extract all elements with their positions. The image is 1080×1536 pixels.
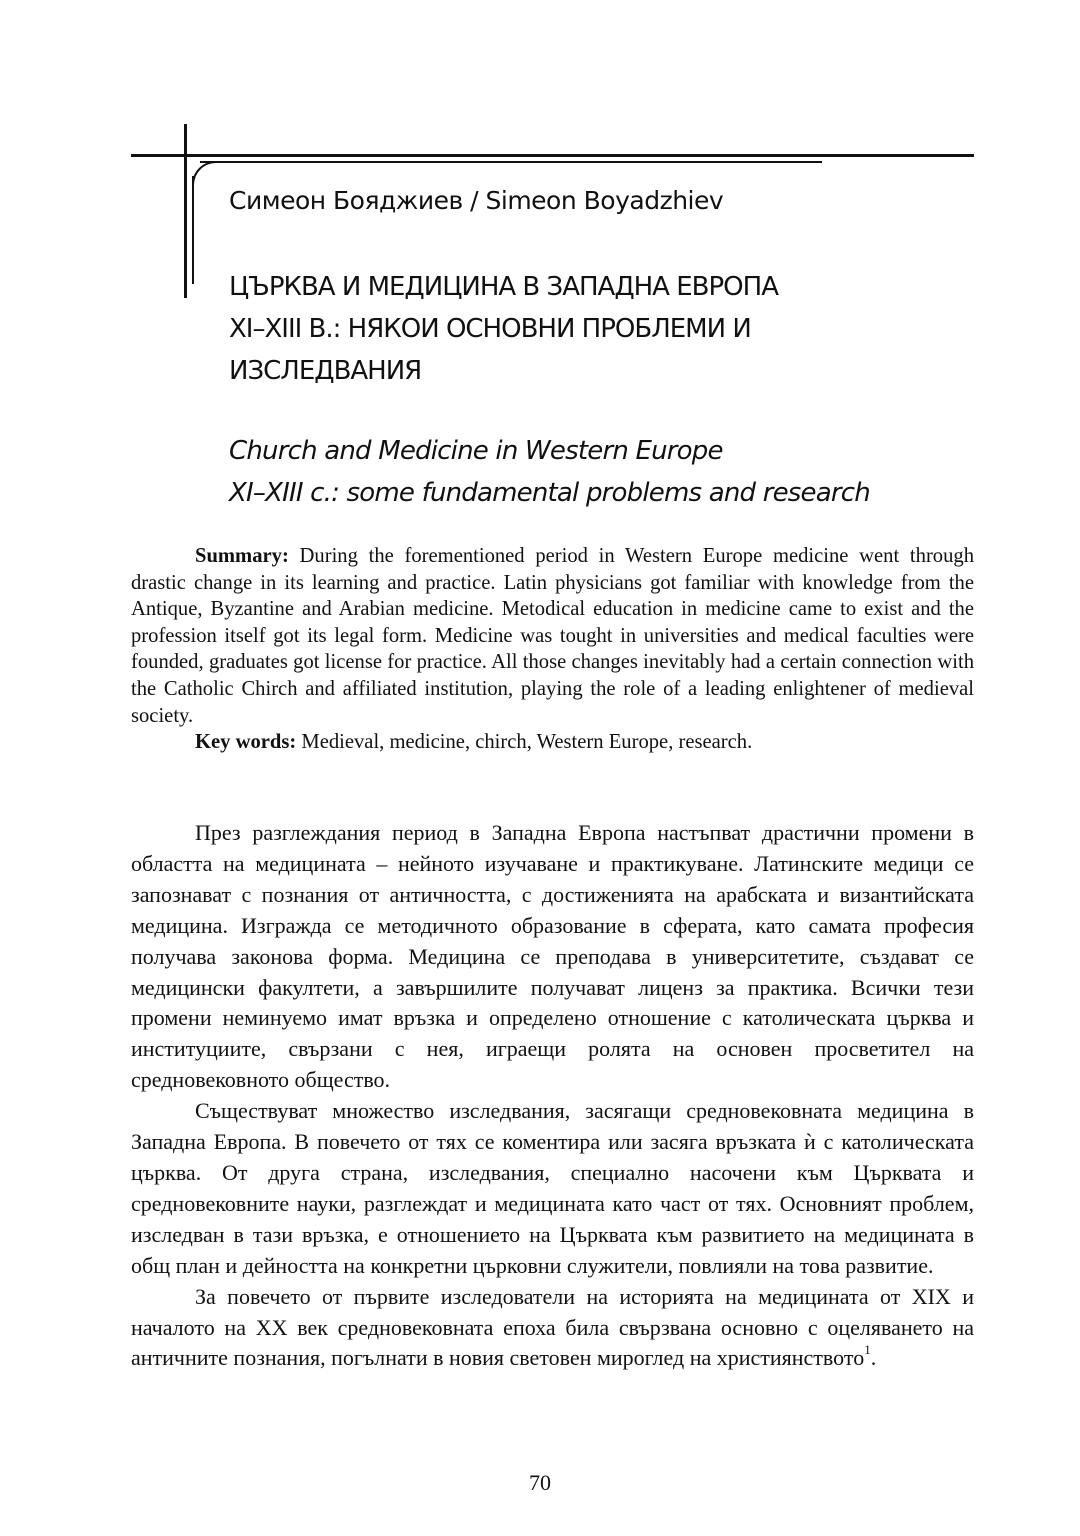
header-rule-vertical-inner (192, 176, 194, 284)
page-number: 70 (529, 1470, 551, 1495)
keywords-label: Key words: (195, 731, 297, 754)
header-rule-inner (200, 161, 822, 163)
body-paragraph-1: През разглеждания период в Западна Европа настъпват драстични промени в областта на медицината – нейното изучаване и практикуване. Латинските медици се запознават с познания от античността, с достиженията на арабската и византийската медицина. Изгражда се методичното образование в сферата, като самата професия получава законова форма. Медицина се преподава в университетите, създават се медицински факултети, а завършилите получават лиценз за практика. Всички тези промени неминуемо имат връзка и определено отношение с католическата църква и институциите, свързани с нея, играещи ролята на основен просветител на средновековното общество. (131, 820, 974, 1093)
abstract-section (131, 543, 974, 756)
body-paragraph-3-end: . (870, 1345, 877, 1371)
summary-text: During the forementioned period in Western Europe medicine went through drastic change in its learning and practice. Latin physicians got familiar with knowledge from the Antique, Byzantine and Arabian medicine. Metodical education in medicine came to exist and the profession itself got its legal form. Medicine was tought in universities and medical faculties were founded, graduates got license for practice. All those changes inevitably had a certain connection with the Catholic Chirch and affiliated institution, playing the role of a leading enlightener of medieval society. (131, 545, 974, 727)
summary-paragraph (131, 543, 974, 729)
body-paragraph-3-text: За повечето от първите изследователи на историята на медицината от XIX и началото на XX век средновековната епоха била свързвана основно с оцеляването на античните познания, погълнати в новия световен мироглед на християнството (131, 1283, 974, 1371)
body-paragraph-3 (131, 1282, 974, 1375)
title-en-line: XI–XIII c.: some fundamental problems and research (229, 478, 870, 508)
header-rule-vertical (184, 124, 187, 298)
body-text (131, 818, 974, 1374)
header-corner-ornament (192, 161, 216, 185)
keywords-text: Medieval, medicine, chirch, Western Europe, research. (296, 731, 753, 754)
summary-label: Summary: (195, 545, 289, 567)
body-paragraph-2: Съществуват множество изследвания, засягащи средновековната медицина в Западна Европа. В повечето от тях се коментира или засяга връзката ѝ с католическата църква. От друга страна, изследвания, специално насочени към Църквата и средновековните науки, разглеждат и медицината като част от тях. Основният проблем, изследван в тази връзка, е отношението на Църквата към развитието на медицината в общ план и дейността на конкретни църковни служители, повлияли на това развитие. (131, 1098, 974, 1278)
title-bg-line: ЦЪРКВА И МЕДИЦИНА В ЗАПАДНА ЕВРОПА (229, 272, 778, 302)
keywords-paragraph (131, 729, 974, 756)
title-bg-line: ИЗСЛЕДВАНИЯ (229, 356, 422, 386)
title-en-line: Church and Medicine in Western Europe (229, 436, 723, 466)
author-name: Симеон Бояджиев / Simeon Boyadzhiev (229, 186, 724, 215)
header-rule-horizontal (131, 154, 974, 157)
article-title-bulgarian (229, 266, 989, 392)
article-title-english (229, 430, 1009, 514)
footnote-marker[interactable]: 1 (864, 1342, 871, 1358)
title-bg-line: XI–XIII В.: НЯКОИ ОСНОВНИ ПРОБЛЕМИ И (229, 314, 751, 344)
